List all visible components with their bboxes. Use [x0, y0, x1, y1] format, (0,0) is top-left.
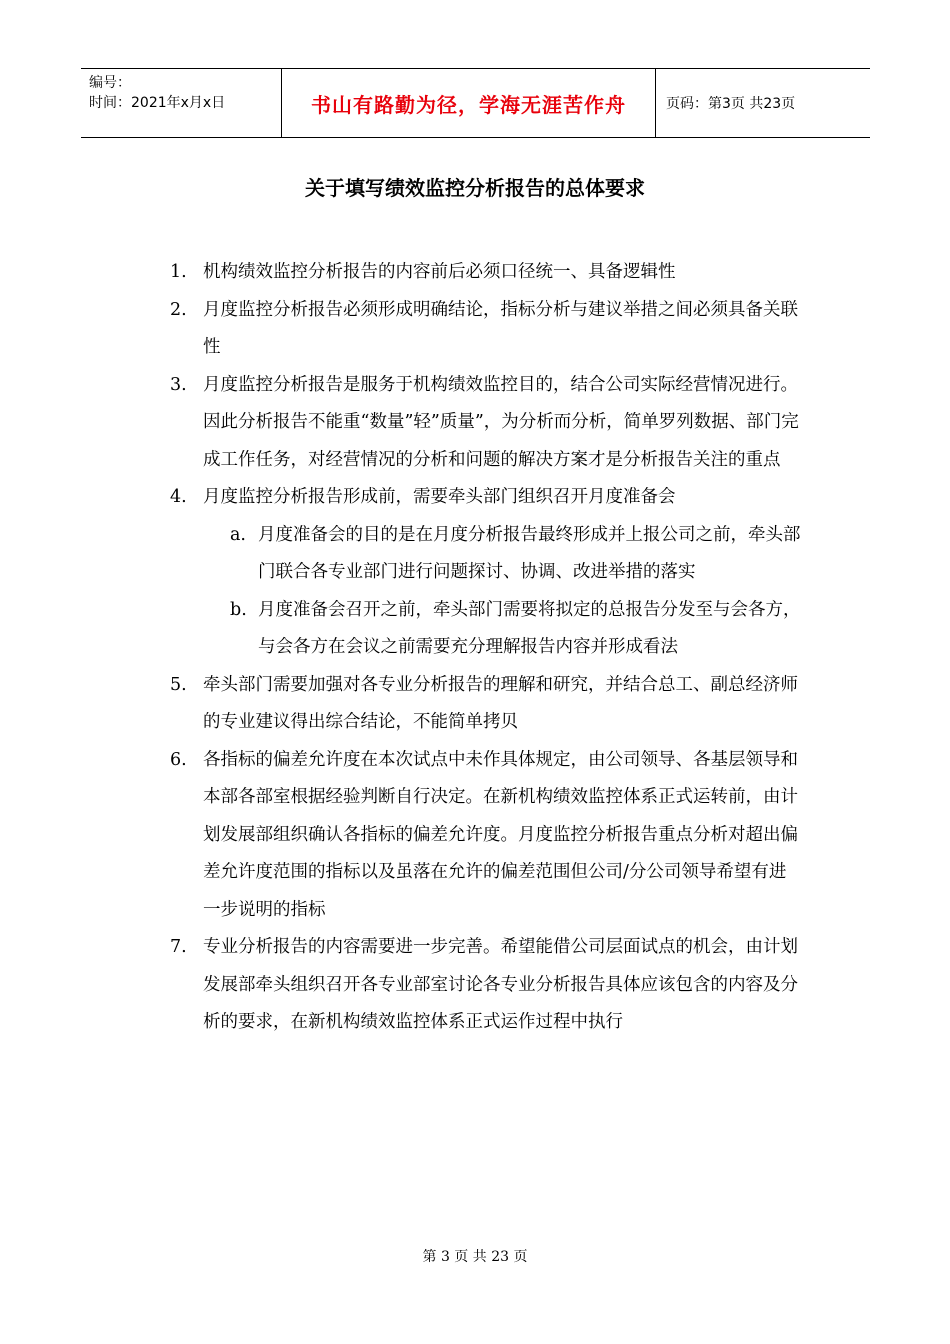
list-item-6: [0, 742, 803, 930]
list-item-7: [0, 929, 803, 1042]
item-number: 6.: [170, 749, 187, 770]
item-number: 1.: [170, 262, 187, 282]
motto: 书山有路勤为径，学海无涯苦作舟: [281, 69, 656, 137]
list-item-2: [0, 292, 803, 367]
sub-item-b: [0, 592, 803, 667]
sub-item-a: [0, 517, 803, 592]
item-text: 月度监控分析报告是服务于机构绩效监控目的，结合公司实际经营情况进行。因此分析报告不能重“数量”轻”质量”，为分析而分析，简单罗列数据、部门完成工作任务，对经营情况的分析和问题的解决方案才是分析报告关注的重点: [203, 374, 799, 470]
item-number: 5.: [170, 674, 187, 695]
document-title: 关于填写绩效监控分析报告的总体要求: [305, 176, 645, 200]
item-number: 7.: [170, 937, 187, 957]
sub-item-text: 月度准备会召开之前，牵头部门需要将拟定的总报告分发至与会各方，与会各方在会议之前需要充分理解报告内容并形成看法: [258, 599, 801, 657]
item-text: 牵头部门需要加强对各专业分析报告的理解和研究，并结合总工、副总经济师的专业建议得出综合结论，不能简单拷贝: [203, 674, 798, 732]
list-item-5: [0, 667, 803, 742]
list-item-1: [0, 254, 803, 292]
page-footer: 第 3 页 共 23 页: [422, 1249, 528, 1265]
item-text: 机构绩效监控分析报告的内容前后必须口径统一、具备逻辑性: [203, 262, 676, 282]
item-text: 月度监控分析报告必须形成明确结论，指标分析与建议举措之间必须具备关联性: [203, 299, 798, 357]
item-number: 3.: [170, 374, 187, 395]
item-number: 4.: [170, 487, 187, 507]
list-item-4: [0, 479, 803, 517]
sub-item-text: 月度准备会的目的是在月度分析报告最终形成并上报公司之前，牵头部门联合各专业部门进行问题探讨、协调、改进举措的落实: [258, 524, 801, 582]
sub-item-letter: b.: [230, 599, 247, 620]
item-text: 专业分析报告的内容需要进一步完善。希望能借公司层面试点的机会，由计划发展部牵头组织召开各专业部室讨论各专业分析报告具体应该包含的内容及分析的要求，在新机构绩效监控体系正式运作过程中执行: [203, 937, 798, 1032]
number-label: 编号：: [89, 75, 131, 91]
header-left-cell: [81, 69, 281, 137]
page-info: 页码：第3页 共23页: [666, 96, 796, 112]
item-text: 月度监控分析报告形成前，需要牵头部门组织召开月度准备会: [203, 487, 676, 507]
sub-item-letter: a.: [230, 524, 246, 545]
item-text: 各指标的偏差允许度在本次试点中未作具体规定，由公司领导、各基层领导和本部各部室根据经验判断自行决定。在新机构绩效监控体系正式运转前，由计划发展部组织确认各指标的偏差允许度。月度监控分析报告重点分析对超出偏差允许度范围的指标以及虽落在允许的偏差范围但公司/分公司领导希望有进一步说明的指标: [203, 749, 798, 920]
item-number: 2.: [170, 299, 187, 320]
list-item-3: [0, 367, 803, 480]
page-header: [81, 68, 870, 138]
date-label: 时间：2021年x月x日: [89, 95, 226, 111]
requirements-list: [0, 254, 950, 1042]
